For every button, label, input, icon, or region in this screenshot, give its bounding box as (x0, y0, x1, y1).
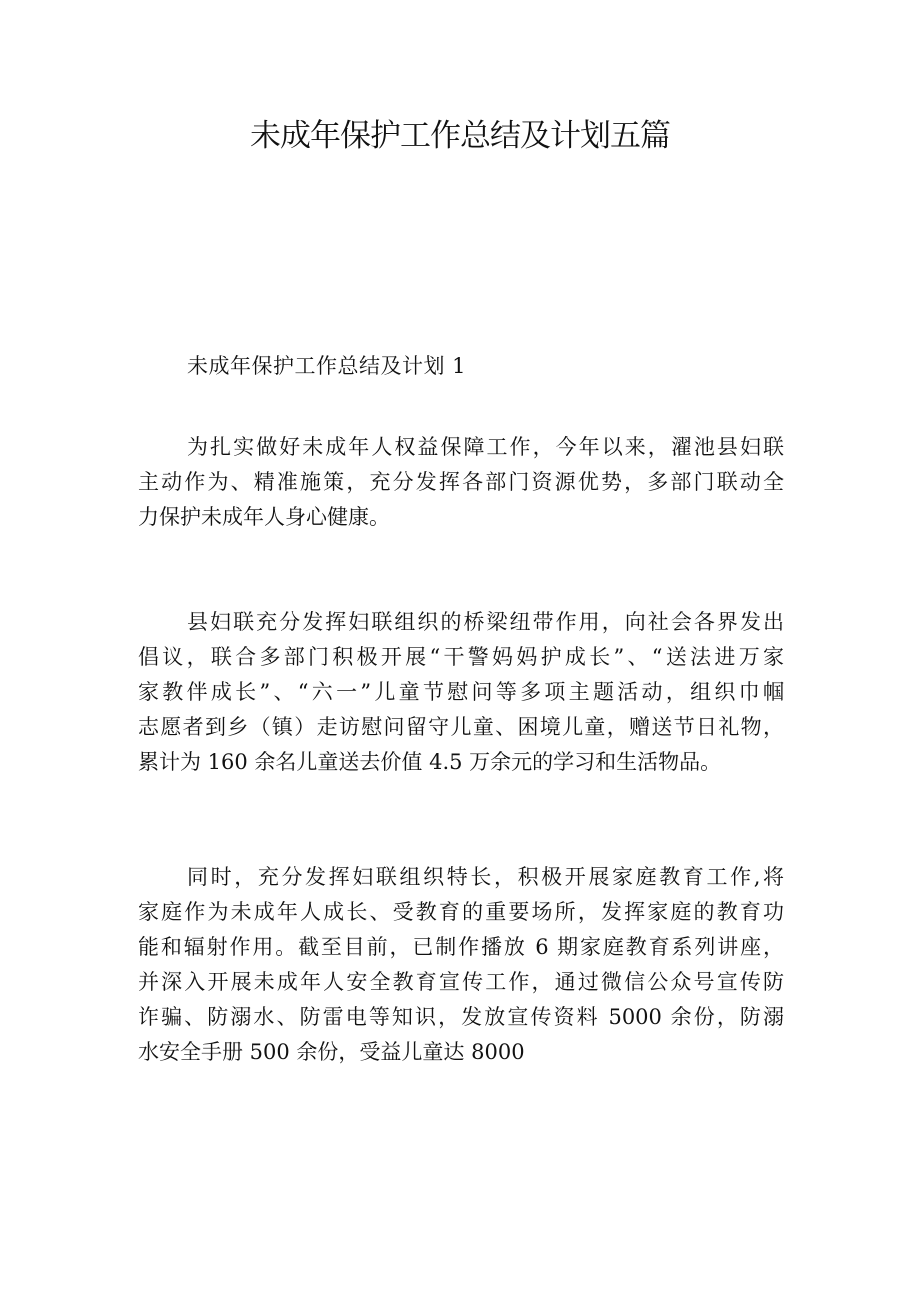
paragraph-line: 家教伴成长”、“六一”儿童节慰问等多项主题活动，组织巾帼 (138, 680, 784, 704)
paragraph-line: 为扎实做好未成年人权益保障工作，今年以来，濯池县妇联 (187, 435, 784, 459)
paragraph-1 (138, 430, 784, 535)
paragraph-line: 诈骗、防溺水、防雷电等知识，发放宣传资料 5000 余份，防溺 (138, 1005, 784, 1029)
paragraph-2 (138, 605, 784, 780)
paragraph-line: 力保护未成年人身心健康。 (138, 505, 390, 529)
paragraph-line: 并深入开展未成年人安全教育宣传工作，通过微信公众号宣传防 (138, 970, 784, 994)
paragraph-line: 主动作为、精准施策，充分发挥各部门资源优势，多部门联动全 (138, 470, 784, 494)
document-title: 未成年保护工作总结及计划五篇 (250, 118, 670, 154)
paragraph-line: 倡议，联合多部门积极开展“干警妈妈护成长”、“送法进万家 (138, 645, 784, 669)
paragraph-line: 水安全手册 500 余份，受益儿童达 8000 (138, 1040, 525, 1064)
paragraph-line: 家庭作为未成年人成长、受教育的重要场所，发挥家庭的教育功 (138, 900, 784, 924)
paragraph-line: 能和辐射作用。截至目前，已制作播放 6 期家庭教育系列讲座， (138, 935, 784, 959)
section-heading: 未成年保护工作总结及计划 1 (187, 354, 467, 378)
paragraph-line: 同时，充分发挥妇联组织特长，积极开展家庭教育工作,将 (187, 865, 784, 889)
paragraph-line: 县妇联充分发挥妇联组织的桥梁纽带作用，向社会各界发出 (187, 610, 784, 634)
paragraph-3 (138, 860, 784, 1070)
paragraph-line: 累计为 160 余名儿童送去价值 4.5 万余元的学习和生活物品。 (138, 750, 722, 774)
paragraph-line: 志愿者到乡（镇）走访慰问留守儿童、困境儿童，赠送节日礼物， (138, 715, 784, 739)
